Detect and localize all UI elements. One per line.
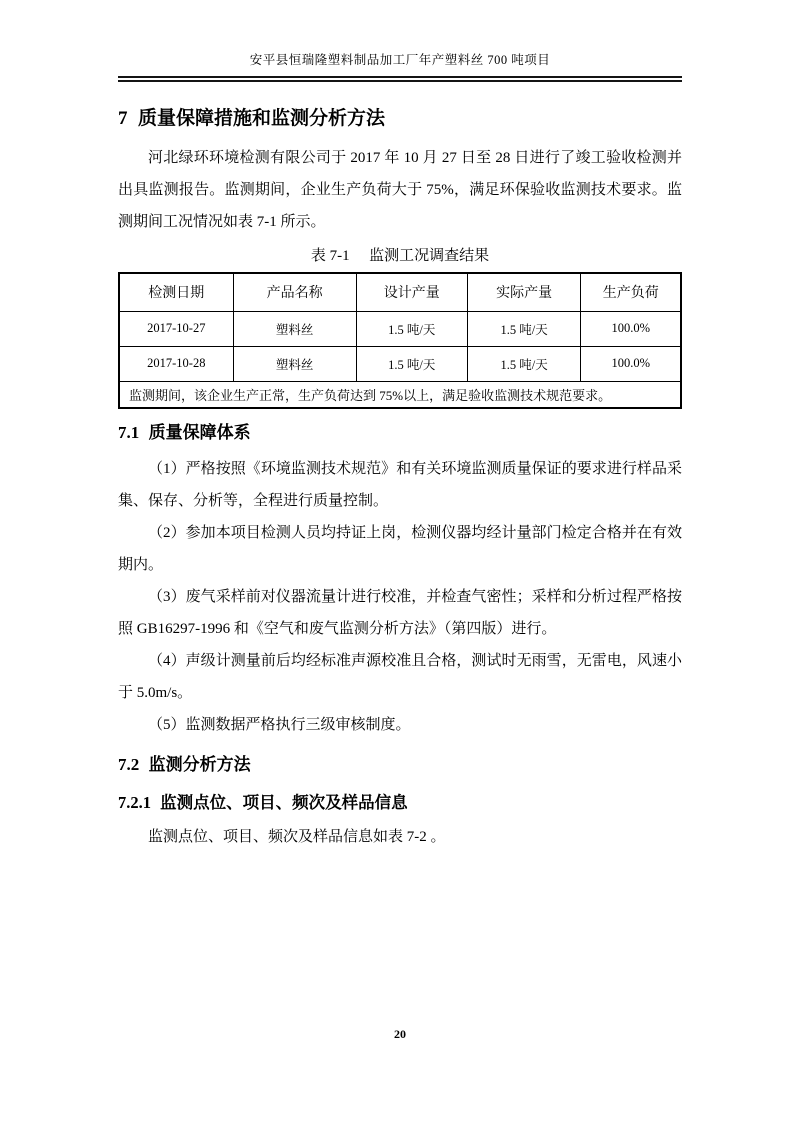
running-header	[118, 0, 682, 82]
table-cell: 塑料丝	[233, 346, 356, 381]
header-title: 安平县恒瑞隆塑料制品加工厂年产塑料丝 700 吨项目	[118, 0, 682, 82]
table-caption-label: 表 7-1	[310, 248, 350, 264]
section-7-1-heading	[118, 421, 682, 445]
section-7-heading	[118, 106, 682, 132]
table-cell: 100.0%	[581, 311, 681, 346]
section-7-title: 质量保障措施和监测分析方法	[137, 108, 385, 129]
table-header-row	[119, 273, 681, 311]
page-content	[118, 86, 682, 853]
table-note: 监测期间，该企业生产正常，生产负荷达到 75%以上，满足验收监测技术规范要求。	[119, 381, 681, 408]
qa-item-2: （2）参加本项目检测人员均持证上岗，检测仪器均经计量部门检定合格并在有效期内。	[118, 525, 682, 573]
table-cell: 2017-10-27	[119, 311, 233, 346]
closing-paragraph: 监测点位、项目、频次及样品信息如表 7-2 。	[148, 829, 446, 845]
table-caption-title: 监测工况调查结果	[369, 248, 490, 264]
section-7-2-1-number: 7.2.1	[118, 793, 151, 812]
section-7-number: 7	[118, 108, 128, 129]
section-7-2-1-title: 监测点位、项目、频次及样品信息	[160, 793, 408, 812]
section-7-2-1-heading	[118, 791, 682, 815]
monitoring-conditions-table	[118, 272, 682, 409]
quality-assurance-items	[118, 453, 682, 741]
table-cell: 2017-10-28	[119, 346, 233, 381]
table-caption	[118, 244, 682, 268]
page-number: 20	[394, 1027, 406, 1041]
table-cell: 1.5 吨/天	[356, 311, 467, 346]
column-header: 设计产量	[356, 273, 467, 311]
intro-paragraph: 河北绿环环境检测有限公司于 2017 年 10 月 27 日至 28 日进行了竣工验收检测并出具监测报告。监测期间，企业生产负荷大于 75%，满足环保验收监测技术要求。监测期间工况情况如表 7-1 所示。	[118, 150, 682, 230]
table-row	[119, 311, 681, 346]
section-7-1-title: 质量保障体系	[148, 423, 251, 442]
section-7-2-heading	[118, 753, 682, 777]
column-header: 检测日期	[119, 273, 233, 311]
table-note-row	[119, 381, 681, 408]
section-7-2-title: 监测分析方法	[148, 755, 251, 774]
qa-item-1: （1）严格按照《环境监测技术规范》和有关环境监测质量保证的要求进行样品采集、保存、分析等，全程进行质量控制。	[118, 461, 682, 509]
table-row	[119, 346, 681, 381]
qa-item-5: （5）监测数据严格执行三级审核制度。	[148, 717, 411, 733]
qa-item-4: （4）声级计测量前后均经标准声源校准且合格，测试时无雨雪，无雷电，风速小于 5.0m/s。	[118, 653, 682, 701]
section-7-1-number: 7.1	[118, 423, 140, 442]
column-header: 实际产量	[467, 273, 581, 311]
table-cell: 1.5 吨/天	[356, 346, 467, 381]
table-cell: 1.5 吨/天	[467, 346, 581, 381]
table-cell: 100.0%	[581, 346, 681, 381]
section-7-2-number: 7.2	[118, 755, 140, 774]
table-cell: 塑料丝	[233, 311, 356, 346]
table-cell: 1.5 吨/天	[467, 311, 581, 346]
column-header: 产品名称	[233, 273, 356, 311]
qa-item-3: （3）废气采样前对仪器流量计进行校准，并检查气密性；采样和分析过程严格按照 GB16297-1996 和《空气和废气监测分析方法》（第四版）进行。	[118, 589, 682, 637]
column-header: 生产负荷	[581, 273, 681, 311]
